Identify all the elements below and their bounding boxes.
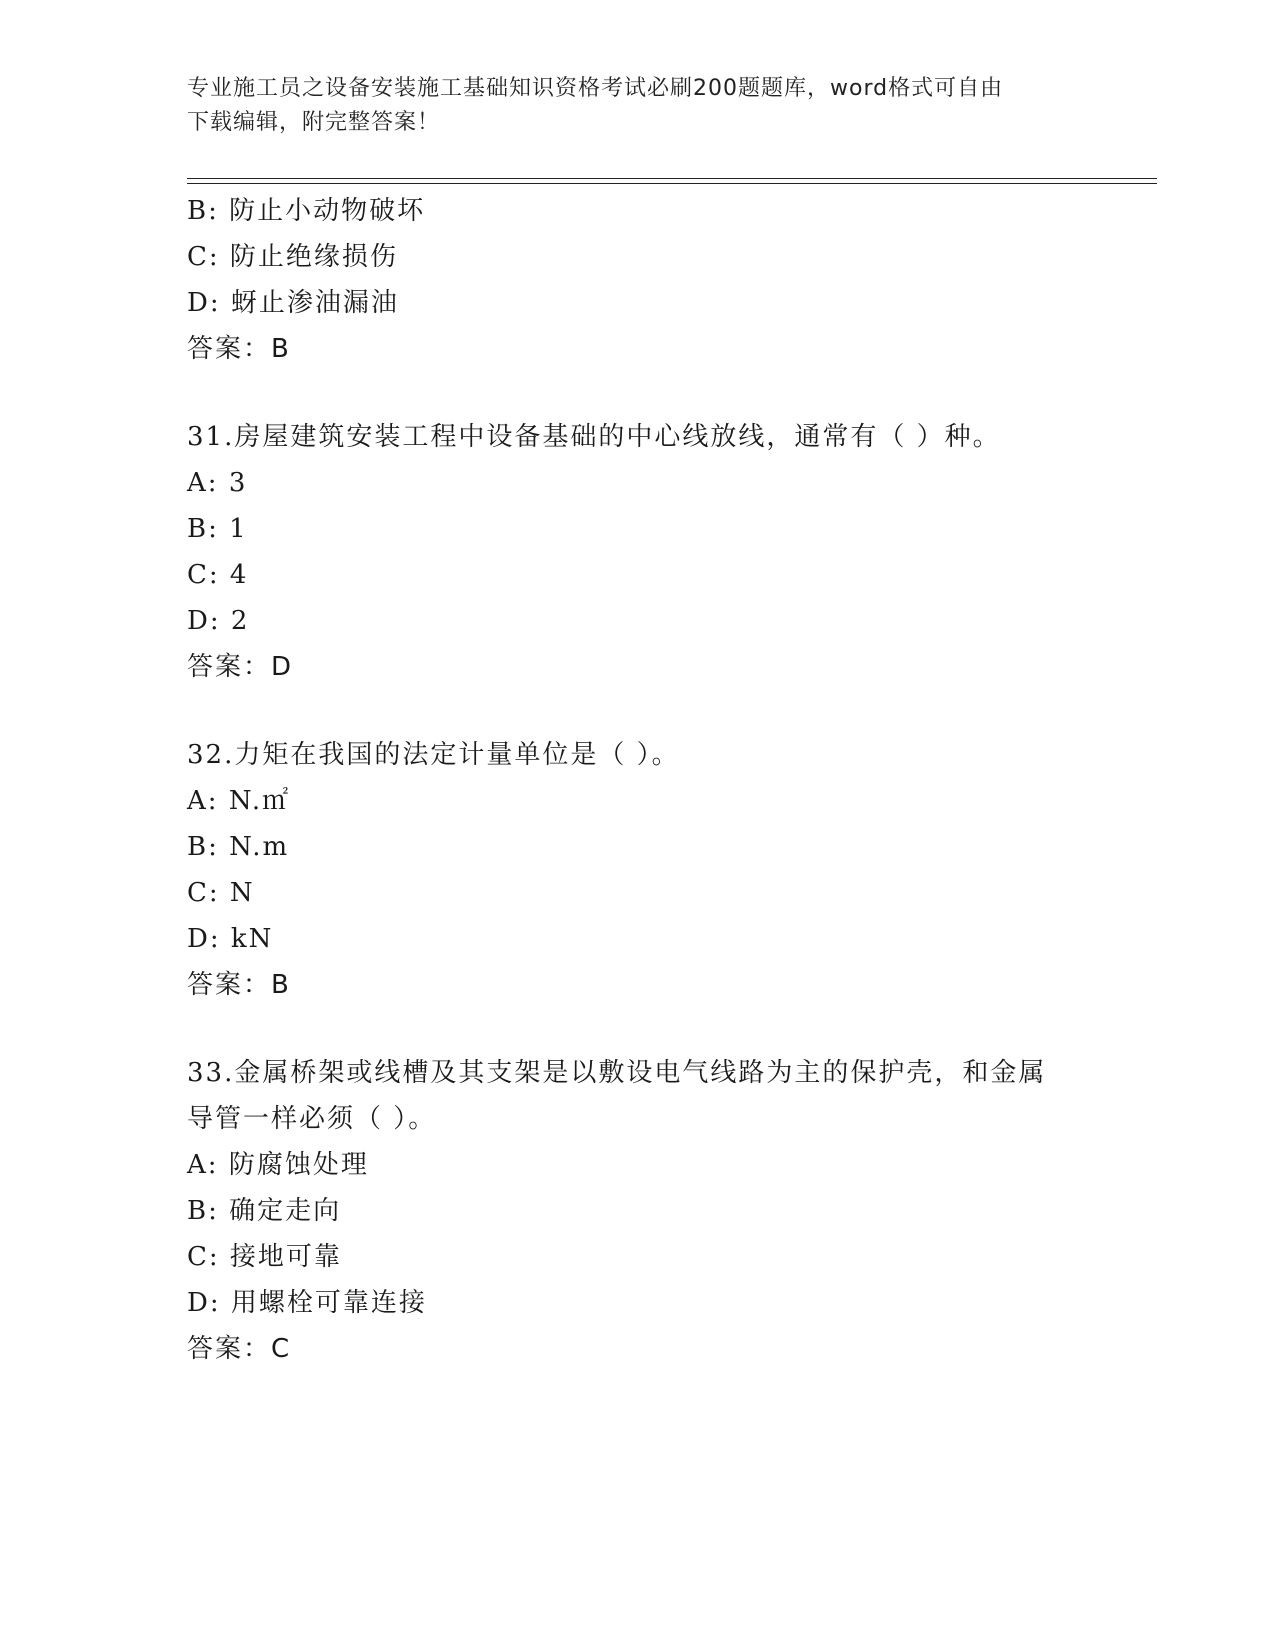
option-line	[187, 1188, 1087, 1234]
option-letter: D:	[187, 288, 221, 318]
option-letter: D:	[187, 1288, 221, 1318]
question-number: 32.	[187, 740, 235, 770]
option-text: 3	[228, 468, 248, 498]
option-text: 蚜止渗油漏油	[230, 288, 399, 318]
option-line	[187, 1280, 1087, 1326]
question-line: 力矩在我国的法定计量单位是（ ）。	[234, 740, 680, 770]
option-line	[187, 280, 1087, 326]
question-block-32	[187, 732, 1087, 1008]
option-text: N.m	[229, 832, 290, 862]
option-line	[187, 916, 1087, 962]
question-block-31	[187, 414, 1087, 690]
question-text	[187, 1050, 1087, 1096]
option-text: 防腐蚀处理	[228, 1150, 369, 1180]
option-letter: A:	[187, 786, 219, 816]
option-line	[187, 598, 1087, 644]
question-line: 房屋建筑安装工程中设备基础的中心线放线，通常有（ ）种。	[234, 422, 1001, 452]
option-line	[187, 778, 1087, 824]
option-text: 2	[230, 606, 250, 636]
option-letter: A:	[187, 468, 219, 498]
spacer	[187, 1008, 1087, 1050]
question-line: 金属桥架或线槽及其支架是以敷设电气线路为主的保护壳，和金属	[234, 1058, 1047, 1088]
option-letter: B:	[187, 196, 219, 226]
option-text: N.㎡	[228, 786, 291, 816]
answer-line: 答案：B	[187, 334, 291, 364]
option-letter: B:	[187, 832, 219, 862]
option-letter: A:	[187, 1150, 219, 1180]
question-text	[187, 414, 1087, 460]
option-letter: C:	[187, 878, 220, 908]
question-block-33	[187, 1050, 1087, 1372]
document-header	[187, 72, 1077, 140]
answer-line: 答案：D	[187, 652, 294, 682]
option-text: 接地可靠	[229, 1242, 342, 1272]
question-text	[187, 732, 1087, 778]
option-letter: B:	[187, 1196, 219, 1226]
spacer	[187, 690, 1087, 732]
option-line	[187, 824, 1087, 870]
answer-line: 答案：C	[187, 1334, 292, 1364]
option-letter: C:	[187, 560, 220, 590]
header-rule-top	[187, 178, 1157, 179]
answer-line: 答案：B	[187, 970, 291, 1000]
option-text: kN	[230, 924, 274, 954]
spacer	[187, 372, 1087, 414]
option-text: 防止小动物破坏	[229, 196, 426, 226]
option-line	[187, 1142, 1087, 1188]
option-text: 确定走向	[229, 1196, 342, 1226]
option-letter: D:	[187, 924, 221, 954]
option-text: 用螺栓可靠连接	[230, 1288, 427, 1318]
option-line	[187, 1234, 1087, 1280]
option-letter: C:	[187, 1242, 220, 1272]
question-number: 31.	[187, 422, 235, 452]
option-line	[187, 460, 1087, 506]
option-text: 防止绝缘损伤	[229, 242, 398, 272]
option-line	[187, 234, 1087, 280]
option-line	[187, 870, 1087, 916]
header-rule-bottom	[187, 183, 1157, 184]
option-letter: D:	[187, 606, 221, 636]
question-content	[187, 188, 1087, 1372]
option-letter: C:	[187, 242, 220, 272]
option-text: 1	[229, 514, 248, 544]
header-line-2: 下载编辑，附完整答案！	[187, 110, 441, 135]
option-line	[187, 552, 1087, 598]
question-text-continued: 导管一样必须（ ）。	[187, 1104, 437, 1134]
option-line	[187, 506, 1087, 552]
question-number: 33.	[187, 1058, 235, 1088]
option-line	[187, 188, 1087, 234]
option-text: N	[229, 878, 255, 908]
option-letter: B:	[187, 514, 219, 544]
option-text: 4	[229, 560, 249, 590]
partial-question	[187, 188, 1087, 372]
header-line-1: 专业施工员之设备安装施工基础知识资格考试必刷200题题库，word格式可自由	[187, 76, 1004, 101]
